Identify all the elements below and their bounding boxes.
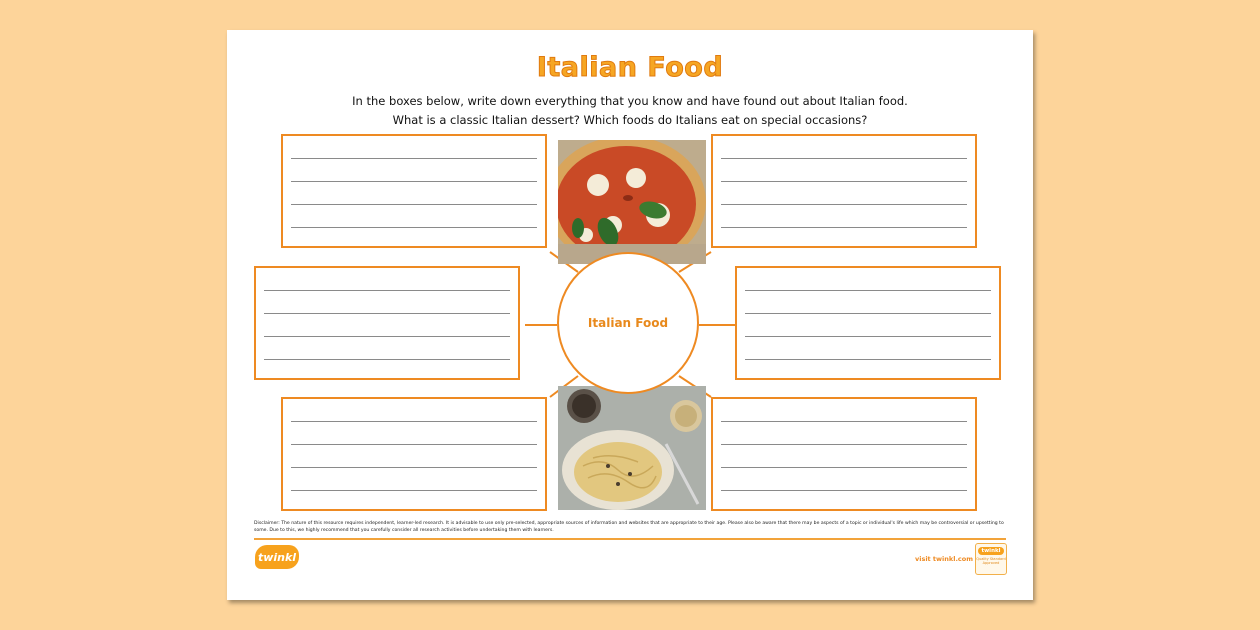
badge-caption: Quality Standard Approved: [976, 557, 1006, 565]
writing-box-middle-right[interactable]: [735, 266, 1001, 380]
disclaimer-text: Disclaimer: The nature of this resource requires independent, learner-led research. It is advisable to use only pre-selected, appropriate sources of information and websites that are appropriate to their age. Please also be aware that there may be aspects of a topic or individual's life which may be controversial or upsetting to some. Due to this, we highly recommend that you carefully consider all research activities before undertaking them with learners.: [254, 521, 1004, 533]
instructions-line-1: In the boxes below, write down everything that you know and have found out about Italian food.: [352, 94, 908, 108]
writing-box-top-left[interactable]: [281, 134, 547, 248]
centre-topic-label: Italian Food: [587, 316, 669, 330]
worksheet-page: [227, 30, 1033, 600]
instructions-line-2: What is a classic Italian dessert? Which foods do Italians eat on special occasions?: [392, 113, 868, 127]
quality-badge-icon: [975, 543, 1007, 575]
writing-box-top-right[interactable]: [711, 134, 977, 248]
badge-logo-text: twinkl: [978, 547, 1003, 555]
visit-link[interactable]: visit twinkl.com: [915, 555, 974, 563]
writing-box-bottom-left[interactable]: [281, 397, 547, 511]
pizza-photo: [558, 140, 706, 264]
writing-box-middle-left[interactable]: [254, 266, 520, 380]
writing-box-bottom-right[interactable]: [711, 397, 977, 511]
worksheet-title: Italian Food: [536, 52, 724, 83]
centre-topic-circle: [557, 252, 699, 394]
footer-divider: [254, 538, 1006, 540]
pasta-photo: [558, 386, 706, 510]
twinkl-logo[interactable]: [255, 545, 299, 569]
twinkl-logo-text: twinkl: [257, 550, 297, 564]
